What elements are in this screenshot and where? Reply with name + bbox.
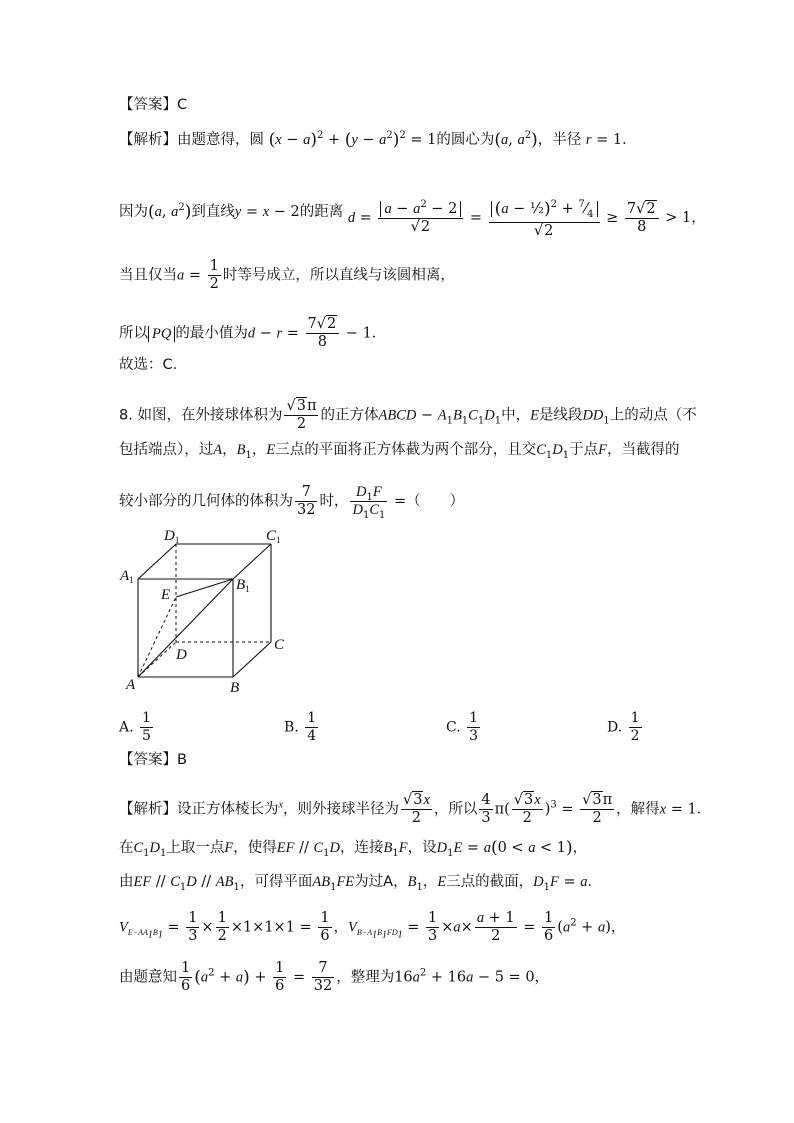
edge-AD	[138, 642, 176, 677]
edge-BC	[233, 642, 271, 677]
label-B: B	[230, 680, 240, 696]
text: ，所以	[433, 801, 478, 818]
text: 于点	[569, 442, 599, 458]
option-c	[446, 710, 482, 745]
edge-B1C1	[233, 544, 271, 579]
text: 的正方体	[320, 407, 379, 424]
text: 到直线	[191, 204, 235, 220]
edge-A1D1	[138, 544, 176, 579]
text: ，连接	[340, 840, 384, 856]
q7-conclusion: 故选：C．	[119, 357, 188, 373]
text: 上的动点（不	[609, 407, 697, 424]
option-d	[607, 710, 644, 745]
option-denominator: 4	[307, 728, 317, 744]
text: 由题意得，圆	[177, 132, 264, 148]
option-letter: B.	[284, 719, 299, 736]
label-C: C	[274, 637, 285, 653]
text: ，整理为	[336, 969, 395, 986]
q7-analysis-line-4: 所以 PQ 的最小值为d − r = $\frac{7√2}{8}$ − 1．	[119, 316, 387, 350]
option-numerator: 1	[630, 710, 640, 726]
option-letter: C.	[446, 719, 461, 736]
text: 由	[119, 874, 134, 890]
segment-AE	[138, 597, 176, 677]
answer-tag: 【答案】	[119, 97, 177, 113]
q8-answer-line	[119, 750, 187, 770]
text: 因为	[119, 204, 148, 220]
q7-answer-line	[119, 95, 187, 115]
text: 所以	[119, 325, 148, 342]
text: ，设	[407, 840, 437, 856]
q8-stem-line-3: 较小部分的几何体的体积为 $\frac{7}{32}$ 时， $\frac{D_1F}{D_1C_1}$ =（ ）	[119, 484, 465, 521]
text: 是线段	[538, 407, 583, 424]
cube-figure	[118, 522, 300, 698]
text: 上取一点	[166, 840, 225, 856]
label-D1: $D_1$	[164, 528, 180, 545]
analysis-tag: 【解析】	[119, 801, 177, 818]
q8-analysis-line-5: 由题意知 $\frac{1}{6}$ $(a^2 + a)$ + $\frac{1}{6}$ = $\frac{7}{32}$ ，整理为$16a^2 + 16a - 5 = 0$，	[119, 960, 550, 994]
option-denominator: 5	[142, 728, 151, 744]
text: ，半径	[537, 132, 582, 148]
question-number: 8. 如图，在外接球体积为	[119, 407, 283, 424]
q7-analysis-line-1: 【解析】由题意得，圆 $(x - a)^2 + (y - a^2)^2 = 1$的圆心为(a, $a^2$)，半径 r = 1．	[119, 130, 637, 150]
answer-tag: 【答案】	[119, 752, 177, 768]
option-numerator: 1	[307, 710, 317, 726]
answer-value: C	[177, 97, 188, 113]
q8-analysis-line-4: $V_{E-AA_1B_1}$ = $\frac{1}{3}$ × $\frac{1}{2}$ ×1×1×1 = $\frac{1}{6}$ ，$V_{B-A_1B_1FD_1}$ = $\frac{1}{3}$ ×a× $\frac{a + 1}{2}$ = $\frac{1}{6}$ $(a^2 + a)$，	[119, 910, 626, 944]
text: 三点的截面，	[446, 874, 534, 890]
q8-stem-line-2: 包括端点），过A，$B_1$，E三点的平面将正方体截为两个部分，且交$C_1D_1$于点F，当截得的	[119, 442, 680, 461]
label-C1: $C_1$	[266, 528, 281, 545]
distance-fraction-2: $\frac{(a - \frac{1}{2})^2 + ^7⁄_4}{√2}$	[489, 196, 600, 240]
q8-analysis-line-2: 在$C_1D_1$上取一点F，使得EF // $C_1D$，连接$B_1F$，设$D_1E = a(0 < a < 1)$，	[119, 838, 588, 859]
label-D: D	[176, 647, 187, 663]
label-E: E	[161, 587, 171, 603]
text: 时，	[319, 493, 349, 510]
text: 的最小值为	[175, 325, 248, 342]
text: 设正方体棱长为	[177, 801, 279, 818]
text: ，可得平面	[239, 874, 313, 890]
q7-analysis-line-2: 因为(a, $a^2$)到直线y = x − 2的距离 d = $\frac{a - a^2 - 2}{√2}$ = $\frac{(a - \frac{1}{2})^2 + ^7⁄_4}{√2}$ ≥ $\frac{7√2}{8}$ > 1，	[119, 190, 706, 234]
text: ，则外接球半径为	[282, 801, 399, 818]
option-denominator: 3	[469, 728, 479, 744]
option-b	[284, 710, 320, 745]
option-numerator: 1	[142, 710, 151, 726]
text: 包括端点），过	[119, 442, 214, 458]
answer-value: B	[177, 752, 187, 768]
text: 中，	[501, 407, 531, 424]
text: 由题意知	[119, 969, 177, 986]
text: 时等号成立，所以直线与该圆相离，	[222, 267, 455, 284]
text: 的圆心为	[436, 132, 495, 148]
label-B1: $B_1$	[236, 577, 250, 594]
text: ，使得	[233, 840, 277, 856]
text: 为过A，	[354, 874, 408, 890]
text: 当且仅当	[119, 267, 177, 284]
label-A: A	[126, 677, 136, 693]
option-numerator: 1	[469, 710, 479, 726]
text: 三点的平面将正方体截为两个部分，且交	[275, 442, 537, 458]
text: （ ）	[406, 493, 465, 510]
text: 的距离	[299, 204, 344, 220]
q8-analysis-line-1: 【解析】设正方体棱长为$^x$，则外接球半径为 $\frac{√3x}{2}$ ，所以 $\frac{4}{3}$ π( $\frac{√3x}{2}$ )$^3$ = $\frac{√3\pi}{2}$ ，解得x = 1．	[119, 792, 712, 826]
text: 较小部分的几何体的体积为	[119, 493, 293, 510]
q8-analysis-line-3: 由EF // $C_1D // AB_1$，可得平面$AB_1FE$为过A，$B_1$，E三点的截面，$D_1F = a$．	[119, 874, 603, 893]
option-a	[119, 710, 155, 745]
text: 在	[119, 840, 134, 856]
q7-analysis-line-3: 当且仅当a = $\frac{1}{2}$ 时等号成立，所以直线与该圆相离，	[119, 258, 455, 292]
distance-fraction: $\frac{a - a^2 - 2}{√2}$	[378, 201, 463, 236]
option-denominator: 2	[630, 728, 640, 744]
analysis-tag: 【解析】	[119, 132, 177, 148]
text: ，解得	[616, 801, 660, 818]
text: ，当截得的	[606, 442, 680, 458]
q8-stem-line-1: 8. 如图，在外接球体积为 $\frac{√3\pi}{2}$ 的正方体ABCD − $A_1B_1C_1D_1$中，E是线段$DD_1$上的动点（不	[119, 398, 697, 432]
option-letter: A.	[119, 719, 134, 736]
label-A1: $A_1$	[120, 568, 134, 585]
option-letter: D.	[607, 719, 623, 736]
